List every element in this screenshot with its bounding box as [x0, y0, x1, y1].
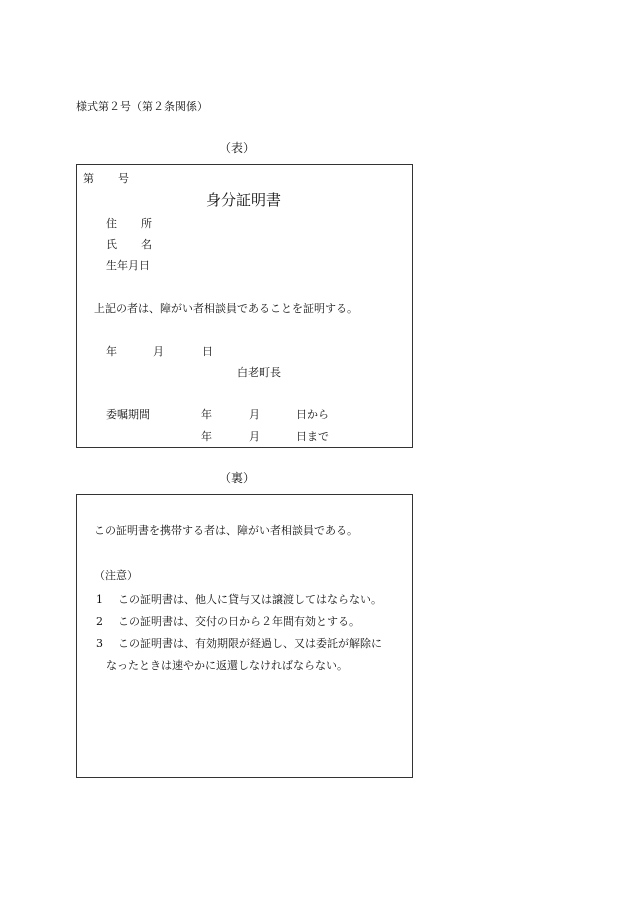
note-text: この証明書は、交付の日から２年間有効とする。 [118, 615, 360, 628]
birthdate-label: 生年月日 [106, 259, 150, 272]
name-label-1: 氏 [106, 238, 117, 251]
issue-date-month: 月 [153, 345, 164, 358]
front-side-title: （表） [219, 141, 256, 155]
note-number: 1 [96, 593, 103, 606]
certificate-title: 身分証明書 [206, 191, 282, 209]
address-label-1: 住 [106, 217, 117, 230]
term-to-day: 日まで [296, 430, 329, 443]
note-text: この証明書は、有効期限が経過し、又は委託が解除に [118, 637, 382, 650]
term-from-year: 年 [201, 408, 212, 421]
issue-date-year: 年 [106, 345, 117, 358]
back-statement: この証明書を携帯する者は、障がい者相談員である。 [94, 524, 358, 537]
note-text: この証明書は、他人に貸与又は譲渡してはならない。 [118, 593, 382, 606]
term-to-year: 年 [201, 430, 212, 443]
note-number: 3 [96, 637, 103, 650]
note-3-continuation: なったときは速やかに返還しなければならない。 [106, 659, 348, 672]
term-from-day: 日から [296, 408, 329, 421]
certificate-number-suffix: 号 [118, 172, 129, 185]
address-label-2: 所 [141, 217, 152, 230]
issue-date-day: 日 [202, 345, 213, 358]
notes-heading: （注意） [94, 569, 138, 582]
term-to-month: 月 [249, 430, 260, 443]
front-statement: 上記の者は、障がい者相談員であることを証明する。 [94, 302, 358, 315]
note-number: 2 [96, 615, 103, 628]
name-label-2: 名 [141, 238, 152, 251]
certificate-number-prefix: 第 [83, 172, 94, 185]
back-side-title: （裏） [219, 471, 256, 485]
term-label: 委嘱期間 [106, 408, 150, 421]
form-label: 様式第２号（第２条関係） [76, 100, 208, 113]
term-from-month: 月 [249, 408, 260, 421]
issuer: 白老町長 [237, 366, 281, 379]
